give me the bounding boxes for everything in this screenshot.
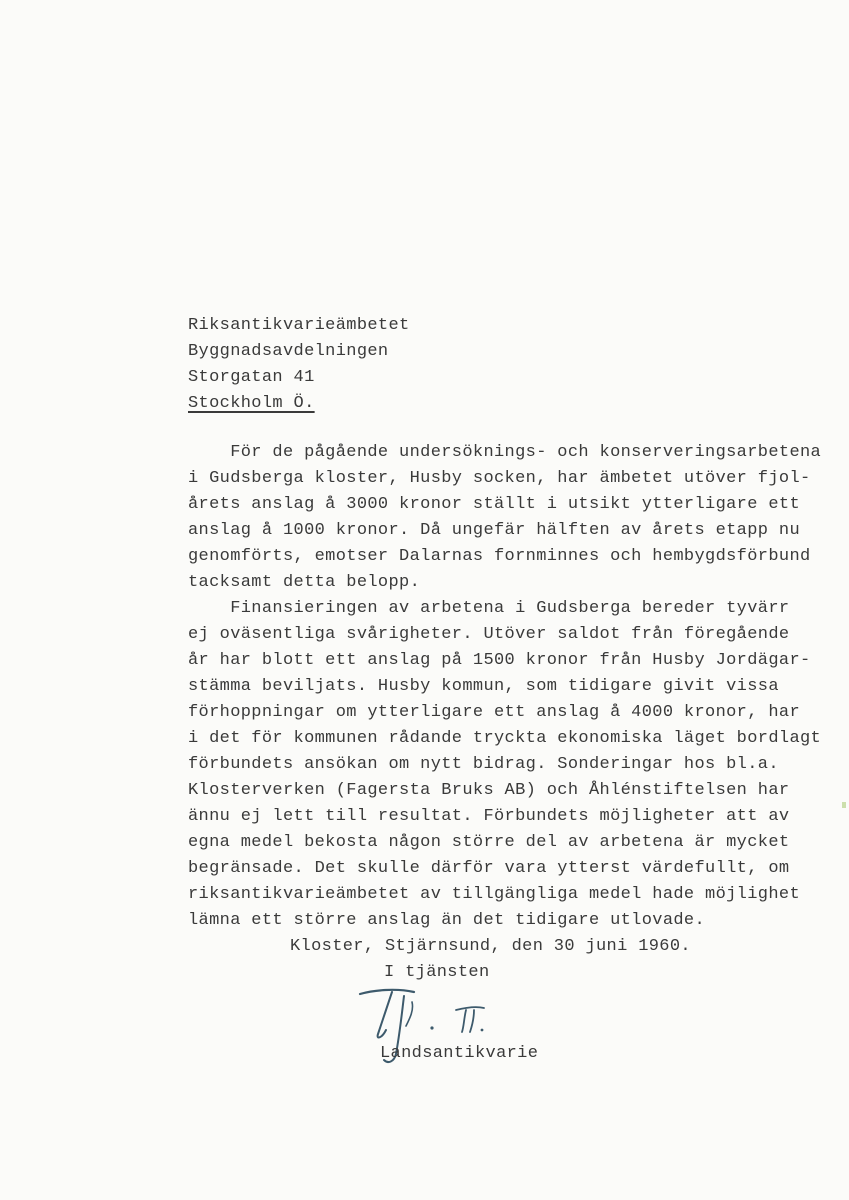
body-line: egna medel bekosta någon större del av arbetena är mycket xyxy=(188,833,790,852)
recipient-line-1: Riksantikvarieämbetet xyxy=(188,316,410,335)
body-line: genomförts, emotser Dalarnas fornminnes och hembygdsförbund xyxy=(188,547,811,566)
paper-speck xyxy=(842,802,846,808)
body-line: år har blott ett anslag på 1500 kronor från Husby Jordägar- xyxy=(188,651,811,670)
body-line: ännu ej lett till resultat. Förbundets möjligheter att av xyxy=(188,807,790,826)
body-line: anslag å 1000 kronor. Då ungefär hälften av årets etapp nu xyxy=(188,521,800,540)
body-line: i det för kommunen rådande tryckta ekonomiska läget bordlagt xyxy=(188,729,822,748)
recipient-line-2: Byggnadsavdelningen xyxy=(188,342,389,361)
body-line: tacksamt detta belopp. xyxy=(188,573,421,592)
body-line: i Gudsberga kloster, Husby socken, har ämbetet utöver fjol- xyxy=(188,469,811,488)
body-line: Finansieringen av arbetena i Gudsberga bereder tyvärr xyxy=(188,599,790,618)
closing-service: I tjänsten xyxy=(384,963,490,982)
body-line: stämma beviljats. Husby kommun, som tidigare givit vissa xyxy=(188,677,779,696)
place-and-date: Kloster, Stjärnsund, den 30 juni 1960. xyxy=(290,937,691,956)
body-line: ej oväsentliga svårigheter. Utöver saldot från föregående xyxy=(188,625,790,644)
recipient-line-4: Stockholm Ö. xyxy=(188,394,315,413)
body-line: förhoppningar om ytterligare ett anslag å 4000 kronor, har xyxy=(188,703,800,722)
body-line: lämna ett större anslag än det tidigare utlovade. xyxy=(188,911,706,930)
body-line: begränsade. Det skulle därför vara ytterst värdefullt, om xyxy=(188,859,790,878)
closing-title: Landsantikvarie xyxy=(380,1044,539,1063)
body-line: förbundets ansökan om nytt bidrag. Sonderingar hos bl.a. xyxy=(188,755,779,774)
body-line: Klosterverken (Fagersta Bruks AB) och Åhlénstiftelsen har xyxy=(188,781,790,800)
recipient-line-3: Storgatan 41 xyxy=(188,368,315,387)
body-line: årets anslag å 3000 kronor ställt i utsikt ytterligare ett xyxy=(188,495,800,514)
body-line: För de pågående undersöknings- och konserveringsarbetena xyxy=(188,443,822,462)
body-line: riksantikvarieämbetet av tillgängliga medel hade möjlighet xyxy=(188,885,800,904)
